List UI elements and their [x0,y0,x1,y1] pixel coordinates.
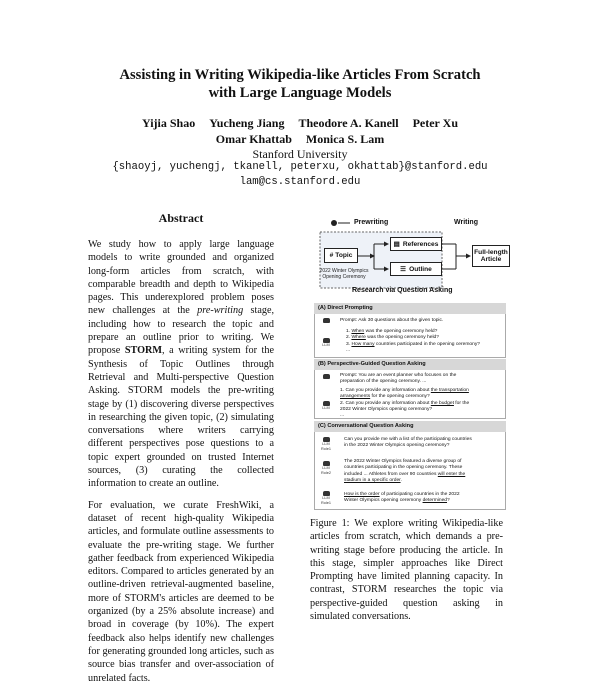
outline-box [390,262,442,276]
ellipsis: ... [340,413,345,419]
topic-example-line: Opening Ceremony [322,274,366,280]
abstract-text: , a writing system for the Synthesis of Topic Outlines through Retrieval and Multi-perspective Question Asking. STORM models the pre-writing stage by (1) discovering diverse perspectives in researching the given topic, (2) simulating conversations where writers carrying different perspectives pose questions to a topic expert grounded on trusted Internet sources, (3) curating the collected information to create an outline. [88,345,274,490]
abstract-text: We study how to apply large language models to write grounded and organized long-form articles from scratch, with comparable breadth and depth to Wikipedia pages. This underexplored problem poses new challenges at the [88,239,274,317]
author: Theodore A. Kanell [298,116,399,130]
abstract-paragraph-2: For evaluation, we curate FreshWiki, a dataset of recent high-quality Wikipedia articles, and formulate outline assessments to evaluate the pre-writing stage. We further gather feedback from experienced Wikipedia editors. Compared to articles generated by an outline-driven retrieval-augmented baseline, more of STORM's articles are deemed to be organized (by a 25% absolute increase) and broad in coverage (by 10%). The expert feedback also helps identify new challenges for generating grounded long articles, such as source bias transfer and over-association of unrelated facts. [88,499,274,684]
figure-1 [310,208,510,510]
conv-text: ? [447,498,450,504]
question-line [346,342,480,348]
llm-role1-icon [320,437,332,451]
llm-role1-icon [320,491,332,505]
topic-box [324,248,358,263]
llm-label: LLM [322,406,330,410]
conv-line: The 2022 Winter Olympics featured a diverse group of [344,459,462,464]
conv-turn-1 [344,437,472,450]
outline-label: Outline [409,265,432,273]
perspective-questions [340,388,469,419]
q-text: was the opening ceremony held? [365,335,439,341]
q-num: 2. [346,335,352,341]
llm-role-label: Role1 [321,446,331,451]
llm-role-label: Role1 [321,500,331,505]
affiliation: Stanford University [252,147,348,161]
storm-name: STORM [124,345,163,357]
email-line-1: {shaoyj, yuchengj, tkanell, peterxu, okhattab}@stanford.edu [112,161,488,173]
user-icon [320,318,332,323]
author: Yijia Shao [141,116,196,130]
conv-key: How is the order [344,492,380,497]
article-box [472,245,510,267]
topic-label: Topic [335,252,353,259]
conv-key: determined [422,498,448,504]
conv-line [344,478,465,484]
conv-line: countries participating in the opening ceremony. These [344,465,463,471]
conv-turn-2 [344,459,465,484]
q-text: was the opening ceremony held? [364,329,438,334]
conv-text: included ... Athletes from over 90 countries [344,471,438,477]
conv-text: of participating countries in the 2022 [379,492,460,497]
references-label: References [402,240,439,248]
q-text: countries participated in the opening ceremony? [374,341,481,347]
references-box [390,237,442,251]
figure-caption: Figure 1: We explore writing Wikipedia-like articles from scratch, which demands a pre-writing stage before producing the article. In this stage, simpler approaches like Direct Prompting have limited planning capacity. In contrast, STORM researches the topic via perspective-guided question asking in simulated conversations. [310,518,503,623]
article-label-line: Article [480,256,502,263]
paper-title [0,66,600,102]
q-text: 1. Can you provide any information about [340,388,431,393]
llm-icon [320,401,332,411]
llm-icon [320,338,332,348]
conv-key: stadium in a specific order [344,477,401,483]
topic-example-line: 2022 Winter Olympics [319,268,369,274]
author: Yucheng Jiang [209,116,285,130]
llm-label: LLM [322,442,330,446]
research-label: Research via Question Asking [352,287,453,294]
title-line-2: with Large Language Models [208,85,392,101]
q-num: 1. [346,329,352,334]
conv-text: Winter Olympics opening ceremony [344,498,423,504]
conv-text: . [400,477,402,483]
question-line: 2022 Winter Olympics opening ceremony? [340,406,433,412]
q-key: arrangements [340,394,371,400]
prompt-line: preparation of the opening ceremony. ... [340,379,427,385]
q-key: How many [351,341,375,347]
direct-prompt-text: Prompt: Ask 30 questions about the given topic. [340,318,444,323]
prewriting-label: Prewriting [354,219,389,226]
q-key: When [351,329,365,334]
q-key: Where [351,335,366,341]
q-text: for the [453,400,470,406]
conv-line: Can you provide me with a list of the participating countries [344,437,472,442]
llm-label: LLM [322,496,330,500]
abstract-emphasis: pre-writing [197,305,244,317]
list-icon: ☰ [400,266,407,273]
abstract-text: stage, including how to research the topic and prepare an outline prior to writing. We propose [88,305,275,357]
article-label-line: Full-length [474,249,508,256]
user-icon [320,374,332,379]
document-icon: ▤ [393,241,400,248]
abstract-body [88,238,274,693]
topic-example [314,268,374,280]
q-num: 3. [346,341,352,347]
q-key: the budget [430,400,454,406]
section-a-heading: (A) Direct Prompting [314,303,506,314]
section-b-heading: (B) Perspective-Guided Question Asking [314,359,506,370]
q-key: the transportation [430,388,469,393]
perspective-prompt [340,373,456,386]
writing-label: Writing [454,219,478,226]
question-line [340,401,469,407]
prompt-line: Prompt: You are an event planner who focuses on the [340,373,457,378]
prewriting-dot [331,220,337,226]
llm-label: LLM [322,343,330,347]
authors-line-2 [0,131,600,147]
author: Omar Khattab [215,132,292,146]
llm-role2-icon [320,461,332,475]
author: Peter Xu [412,116,459,130]
authors-line-1 [0,115,600,131]
ellipsis: ... [346,347,351,353]
direct-questions [346,329,480,354]
author: Monica S. Lam [305,132,385,146]
conv-line [344,498,460,504]
llm-role-label: Role2 [321,470,331,475]
authors [0,115,600,147]
conv-line: in the 2022 Winter Olympics opening ceremony? [344,443,450,449]
abstract-heading: Abstract [158,211,204,225]
conv-turn-3 [344,492,460,505]
hash-icon: # [329,252,334,259]
title-line-1: Assisting in Writing Wikipedia-like Articles From Scratch [119,67,481,83]
q-text: 2. Can you provide any information about [340,400,431,406]
conv-key: will enter the [437,471,466,477]
abstract-paragraph-1 [88,238,274,491]
section-c-heading: (C) Conversational Question Asking [314,421,506,432]
q-text: for the opening ceremony? [370,394,430,400]
email-line-2: lam@cs.stanford.edu [239,176,361,188]
llm-label: LLM [322,466,330,470]
